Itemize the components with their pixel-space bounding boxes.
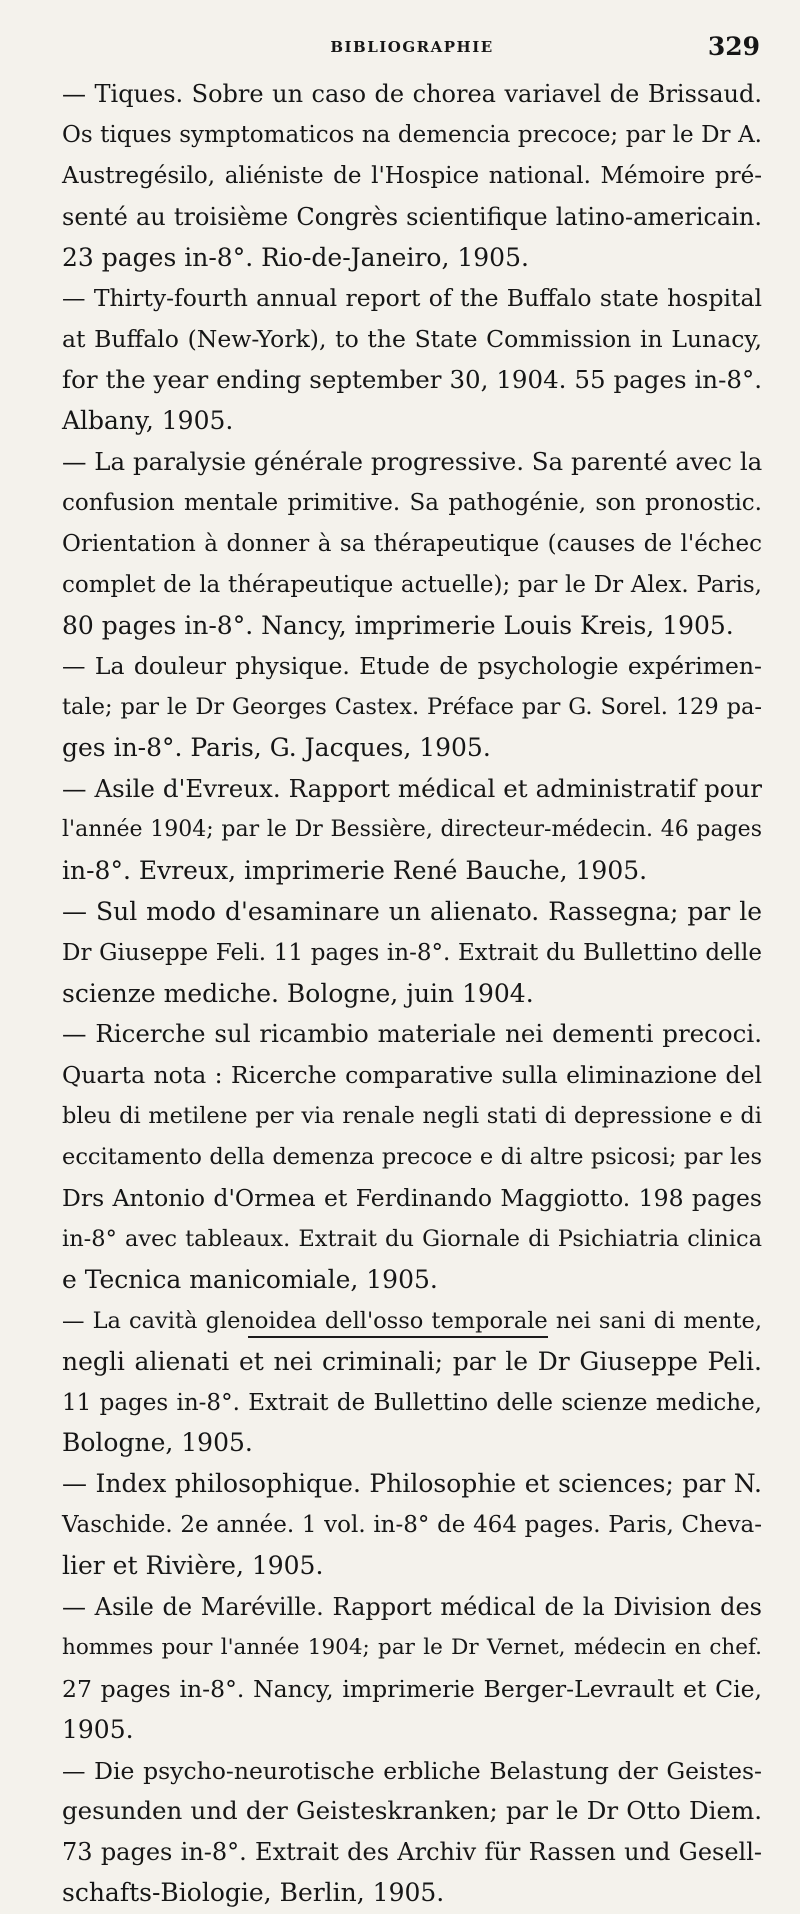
text-line: 1905. <box>62 1714 134 1744</box>
text-line: 73 pages in-8°. Extrait des Archiv für Rassen und Gesell- <box>62 1838 762 1867</box>
text-line: gesunden und der Geisteskranken; par le Dr Otto Diem. <box>62 1796 762 1826</box>
running-head <box>62 28 762 62</box>
text-line: 27 pages in-8°. Nancy, imprimerie Berger-Levrault et Cie, <box>62 1674 762 1703</box>
text-line: in-8° avec tableaux. Extrait du Giornale di Psichiatria clinica <box>62 1225 762 1252</box>
text-line: tale; par le Dr Georges Castex. Préface par G. Sorel. 129 pa- <box>62 694 762 721</box>
text-line: — Index philosophique. Philosophie et sciences; par N. <box>62 1469 762 1499</box>
text-line: — Asile d'Evreux. Rapport médical et administratif pour <box>62 774 762 804</box>
text-line: schafts-Biologie, Berlin, 1905. <box>62 1878 445 1908</box>
running-title: BIBLIOGRAPHIE <box>330 38 494 56</box>
text-line: scienze mediche. Bologne, juin 1904. <box>62 978 534 1008</box>
text-line: ges in-8°. Paris, G. Jacques, 1905. <box>62 733 491 763</box>
text-line: Albany, 1905. <box>62 406 234 436</box>
text-line: at Buffalo (New-York), to the State Commission in Lunacy, <box>62 325 762 354</box>
bibliography-text <box>62 74 762 1914</box>
text-line: Drs Antonio d'Ormea et Ferdinando Maggiotto. 198 pages <box>62 1184 762 1213</box>
text-line: Orientation à donner à sa thérapeutique (causes de l'échec <box>62 530 762 557</box>
text-line: e Tecnica manicomiale, 1905. <box>62 1264 438 1294</box>
text-line: Os tiques symptomaticos na demencia precoce; par le Dr A. <box>62 121 762 148</box>
text-line: — Asile de Maréville. Rapport médical de la Division des <box>62 1592 762 1621</box>
text-line: negli alienati et nei criminali; par le Dr Giuseppe Peli. <box>62 1346 762 1376</box>
text-line: 80 pages in-8°. Nancy, imprimerie Louis Kreis, 1905. <box>62 610 734 640</box>
text-line: complet de la thérapeutique actuelle); par le Dr Alex. Paris, <box>62 571 762 598</box>
text-line: Vaschide. 2e année. 1 vol. in-8° de 464 pages. Paris, Cheva- <box>62 1512 762 1539</box>
text-line: 23 pages in-8°. Rio-de-Janeiro, 1905. <box>62 242 529 272</box>
text-line: 11 pages in-8°. Extrait de Bullettino delle scienze mediche, <box>62 1389 762 1416</box>
text-line: — Die psycho-neurotische erbliche Belastung der Geistes- <box>62 1756 762 1785</box>
text-line: — Tiques. Sobre un caso de chorea variavel de Brissaud. <box>62 80 762 108</box>
page-number: 329 <box>707 32 760 61</box>
text-line: senté au troisième Congrès scientifique latino-americain. <box>62 202 762 231</box>
text-line: confusion mentale primitive. Sa pathogénie, son pronostic. <box>62 489 762 516</box>
text-line: Quarta nota : Ricerche comparative sulla eliminazione del <box>62 1061 762 1090</box>
text-line: eccitamento della demenza precoce e di altre psicosi; par les <box>62 1144 762 1171</box>
text-line: hommes pour l'année 1904; par le Dr Vernet, médecin en chef. <box>62 1634 762 1660</box>
text-line: Dr Giuseppe Feli. 11 pages in-8°. Extrait du Bullettino delle <box>62 939 762 966</box>
text-line: Austregésilo, aliéniste de l'Hospice national. Mémoire pré- <box>62 162 762 189</box>
text-line: — La paralysie générale progressive. Sa parenté avec la <box>62 447 763 477</box>
text-line: — Ricerche sul ricambio materiale nei dementi precoci. <box>62 1019 762 1049</box>
text-line: — Thirty-fourth annual report of the Buffalo state hospital <box>62 284 762 313</box>
text-line: in-8°. Evreux, imprimerie René Bauche, 1905. <box>62 855 648 885</box>
text-line: l'année 1904; par le Dr Bessière, directeur-médecin. 46 pages <box>62 817 762 843</box>
text-line: bleu di metilene per via renale negli stati di depressione e di <box>62 1103 762 1130</box>
text-line: — La cavità glenoidea dell'osso temporale nei sani di mente, <box>62 1307 762 1334</box>
text-line: for the year ending september 30, 1904. 55 pages in-8°. <box>62 365 762 395</box>
bottom-rule <box>248 1336 548 1338</box>
text-line: lier et Rivière, 1905. <box>62 1551 324 1581</box>
text-line: Bologne, 1905. <box>62 1428 253 1458</box>
text-line: — Sul modo d'esaminare un alienato. Rassegna; par le <box>62 896 762 926</box>
text-line: — La douleur physique. Etude de psychologie expérimen- <box>62 652 762 681</box>
